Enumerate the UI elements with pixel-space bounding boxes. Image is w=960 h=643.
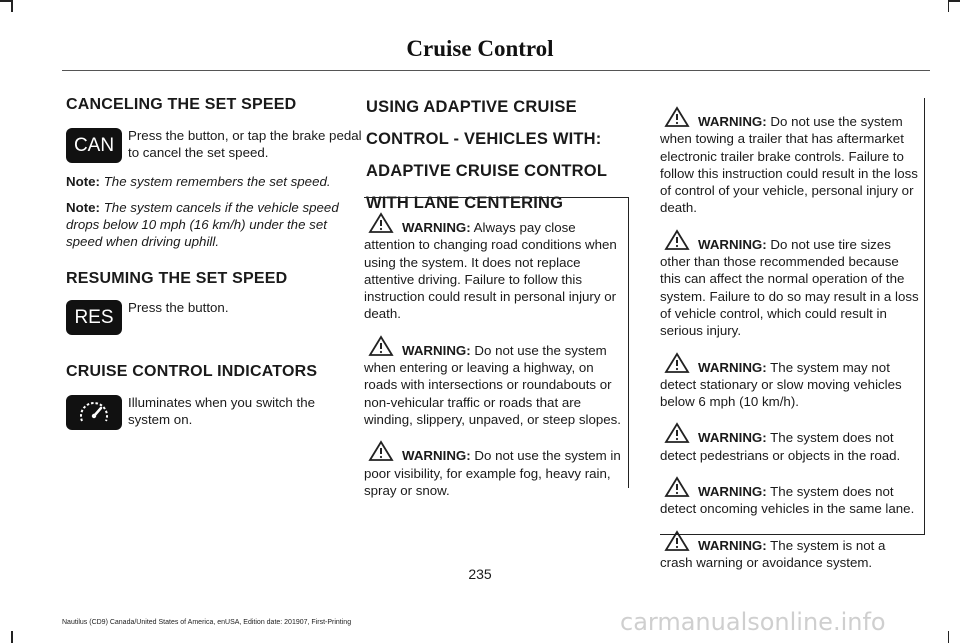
warning-triangle-icon xyxy=(664,352,690,374)
watermark: carmanualsonline.info xyxy=(620,608,886,636)
speedometer-icon xyxy=(66,395,122,430)
warning-item: WARNING: Always pay close attention to changing road conditions when using the system. It does not replace attentive driving. Failure to follow this instruction could result in personal injury or death. xyxy=(364,212,624,323)
warning-item: WARNING: The system is not a crash warning or avoidance system. xyxy=(660,530,920,572)
warning-item: WARNING: Do not use the system when entering or leaving a highway, on roads with intersections or roundabouts or non-vehicular traffic or roads that are winding, slippery, unpaved, or steep slopes. xyxy=(364,335,624,428)
crop-mark xyxy=(11,0,13,12)
warning-triangle-icon xyxy=(368,335,394,357)
resuming-heading: RESUMING THE SET SPEED xyxy=(66,270,288,287)
can-row xyxy=(66,128,366,163)
crop-mark xyxy=(948,631,950,643)
page-title: Cruise Control xyxy=(406,36,554,61)
canceling-heading: CANCELING THE SET SPEED xyxy=(66,96,297,113)
warning-triangle-icon xyxy=(664,476,690,498)
can-text: Press the button, or tap the brake pedal to cancel the set speed. xyxy=(128,128,362,160)
can-button-icon: CAN xyxy=(66,128,122,163)
warning-triangle-icon xyxy=(664,530,690,552)
warning-item: WARNING: The system does not detect pedestrians or objects in the road. xyxy=(660,422,920,464)
warning-item: WARNING: Do not use the system in poor visibility, for example fog, heavy rain, spray or snow. xyxy=(364,440,624,499)
header-divider xyxy=(62,70,930,71)
warning-triangle-icon xyxy=(368,212,394,234)
warning-item: WARNING: The system may not detect stationary or slow moving vehicles below 6 mph (10 km/h). xyxy=(660,352,920,411)
left-column xyxy=(66,96,366,430)
warning-item: WARNING: The system does not detect oncoming vehicles in the same lane. xyxy=(660,476,920,518)
indicator-row xyxy=(66,395,366,430)
indicator-text: Illuminates when you switch the system on. xyxy=(128,395,315,427)
crop-mark xyxy=(948,0,960,2)
warning-triangle-icon xyxy=(664,106,690,128)
warning-triangle-icon xyxy=(664,422,690,444)
res-row xyxy=(66,300,366,335)
crop-mark xyxy=(948,0,950,12)
edition-footer: Nautilus (CD9) Canada/United States of America, enUSA, Edition date: 201907, First-Printing xyxy=(62,619,352,626)
warning-item: WARNING: Do not use the system when towing a trailer that has aftermarket electronic trailer brake controls. Failure to follow this instruction could result in the loss of control of your vehicle, personal injury or death. xyxy=(660,106,920,217)
note-remembers: Note: The system remembers the set speed. xyxy=(66,174,331,189)
warning-item: WARNING: Do not use tire sizes other than those recommended because this can affect the normal operation of the system. Failure to do so may result in a loss of vehicle control, which could result in serious injury. xyxy=(660,229,920,340)
note-cancels: Note: The system cancels if the vehicle speed drops below 10 mph (16 km/h) under the set speed when driving uphill. xyxy=(66,200,339,249)
warning-triangle-icon xyxy=(664,229,690,251)
indicators-heading: CRUISE CONTROL INDICATORS xyxy=(66,363,318,380)
warning-triangle-icon xyxy=(368,440,394,462)
page-number: 235 xyxy=(468,566,492,582)
res-text: Press the button. xyxy=(128,300,229,315)
crop-mark xyxy=(11,631,13,643)
res-button-icon: RES xyxy=(66,300,122,335)
right-warning-box xyxy=(660,98,925,570)
adaptive-heading: USING ADAPTIVE CRUISE CONTROL - VEHICLES WITH: ADAPTIVE CRUISE CONTROL WITH LANE CENTERING xyxy=(366,98,608,212)
middle-warning-box xyxy=(364,197,629,498)
